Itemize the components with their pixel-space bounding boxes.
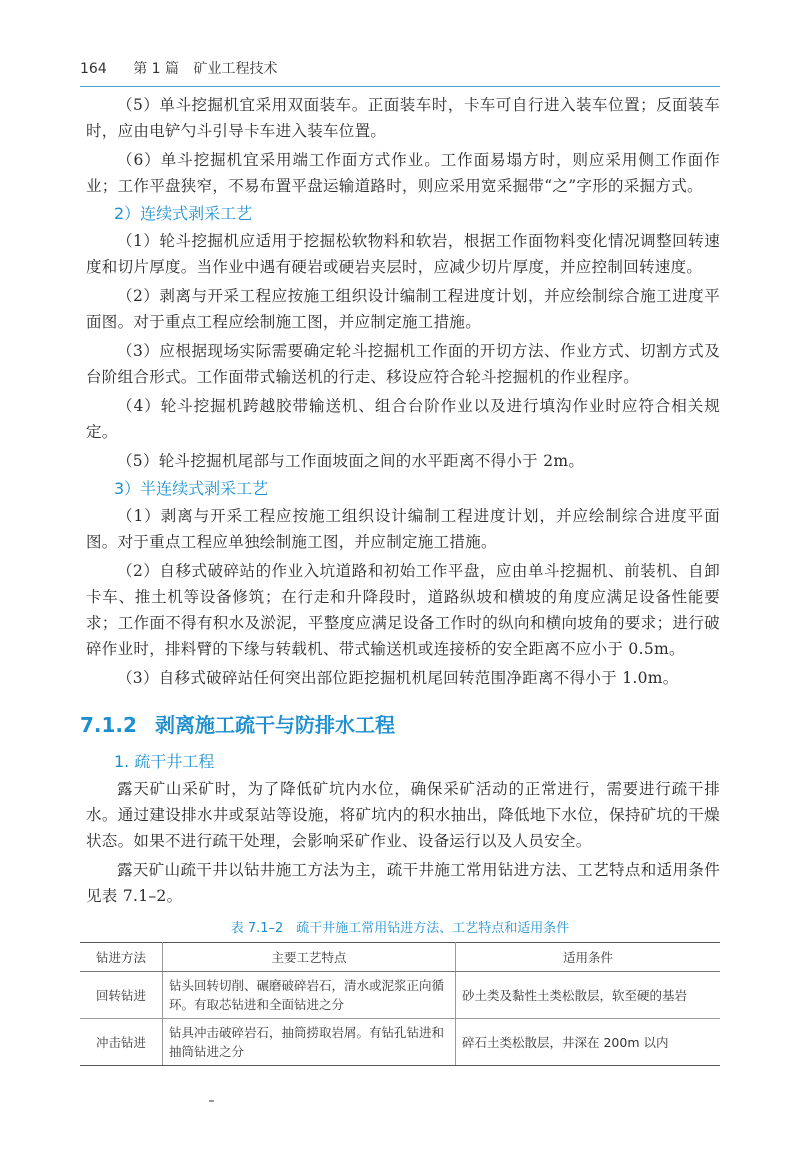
paragraph: 露天矿山采矿时，为了降低矿坑内水位，确保采矿活动的正常进行，需要进行疏干排水。通过建设排水井或泵站等设施，将矿坑内的积水抽出，降低地下水位，保持矿坑的干燥状态。如果不进行疏干处理，会影响采矿作业、设备运行以及人员安全。 xyxy=(86,780,720,850)
page-header xyxy=(80,58,720,82)
page-number: 164 xyxy=(80,61,107,77)
table-caption: 表 7.1–2 疏干井施工常用钻进方法、工艺特点和适用条件 xyxy=(230,921,570,936)
part-title: 矿业工程技术 xyxy=(193,61,278,77)
section-heading-7-1-2 xyxy=(80,711,720,739)
column-header-method: 钻进方法 xyxy=(80,943,163,972)
column-header-conditions: 适用条件 xyxy=(456,943,721,972)
cell-method: 冲击钻进 xyxy=(80,1019,163,1066)
header-divider xyxy=(80,86,720,87)
page-body xyxy=(80,92,720,1066)
paragraph: （1）轮斗挖掘机应适用于挖掘松软物料和软岩，根据工作面物料变化情况调整回转速度和切片厚度。当作业中遇有硬岩或硬岩夹层时，应减少切片厚度，并应控制回转速度。 xyxy=(86,232,720,276)
section-number: 7.1.2 xyxy=(80,713,137,737)
drilling-methods-table xyxy=(80,942,720,1066)
part-label: 第 1 篇 xyxy=(133,61,179,77)
subsection-title-drain-well: 1. 疏干井工程 xyxy=(114,752,215,771)
column-header-features: 主要工艺特点 xyxy=(163,943,456,972)
paragraph: （2）剥离与开采工程应按施工组织设计编制工程进度计划，并应绘制综合施工进度平面图。对于重点工程应绘制施工图，并应制定施工措施。 xyxy=(86,287,720,331)
cell-features: 钻具冲击破碎岩石，抽筒捞取岩屑。有钻孔钻进和抽筒钻进之分 xyxy=(163,1019,456,1066)
section-title-semi-continuous: 3）半连续式剥采工艺 xyxy=(114,479,269,498)
paragraph: 露天矿山疏干井以钻井施工方法为主，疏干井施工常用钻进方法、工艺特点和适用条件见表 7.1–2。 xyxy=(86,861,720,905)
cell-method: 回转钻进 xyxy=(80,972,163,1019)
table-row xyxy=(80,972,720,1019)
table-row xyxy=(80,1019,720,1066)
section-title-continuous: 2）连续式剥采工艺 xyxy=(114,204,253,223)
cell-conditions: 砂土类及黏性土类松散层，软至硬的基岩 xyxy=(456,972,721,1019)
paragraph-6-bucket: （6）单斗挖掘机宜采用端工作面方式作业。工作面易塌方时，则应采用侧工作面作业；工作平盘狭窄，不易布置平盘运输道路时，则应采用宽采掘带“之”字形的采掘方式。 xyxy=(86,151,720,195)
paragraph: （3）自移式破碎站任何突出部位距挖掘机机尾回转范围净距离不得小于 1.0m。 xyxy=(117,669,679,687)
paragraph: （3）应根据现场实际需要确定轮斗挖掘机工作面的开切方法、作业方式、切割方式及台阶组合形式。工作面带式输送机的行走、移设应符合轮斗挖掘机的作业程序。 xyxy=(86,342,720,386)
paragraph: （4）轮斗挖掘机跨越胶带输送机、组合台阶作业以及进行填沟作业时应符合相关规定。 xyxy=(86,397,720,441)
paragraph: （1）剥离与开采工程应按施工组织设计编制工程进度计划，并应绘制综合进度平面图。对于重点工程应单独绘制施工图，并应制定施工措施。 xyxy=(86,507,720,551)
paragraph: （5）轮斗挖掘机尾部与工作面坡面之间的水平距离不得小于 2m。 xyxy=(117,452,585,470)
paragraph-5-bucket: （5）单斗挖掘机宜采用双面装车。正面装车时，卡车可自行进入装车位置；反面装车时，应由电铲勺斗引导卡车进入装车位置。 xyxy=(86,96,720,140)
paragraph: （2）自移式破碎站的作业入坑道路和初始工作平盘，应由单斗挖掘机、前装机、自卸卡车、推土机等设备修筑；在行走和升降段时，道路纵坡和横坡的角度应满足设备性能要求；工作面不得有积水及淤泥，平整度应满足设备工作时的纵向和横向坡角的要求；进行破碎作业时，排料臂的下缘与转载机、带式输送机或连接桥的安全距离不应小于 0.5m。 xyxy=(86,562,720,658)
cell-features: 钻头回转切削、碾磨破碎岩石，清水或泥浆正向循环。有取芯钻进和全面钻进之分 xyxy=(163,972,456,1019)
section-title: 剥离施工疏干与防排水工程 xyxy=(154,713,395,737)
scan-mark xyxy=(209,1100,214,1102)
cell-conditions: 碎石土类松散层，井深在 200m 以内 xyxy=(456,1019,721,1066)
table-header-row xyxy=(80,943,720,972)
